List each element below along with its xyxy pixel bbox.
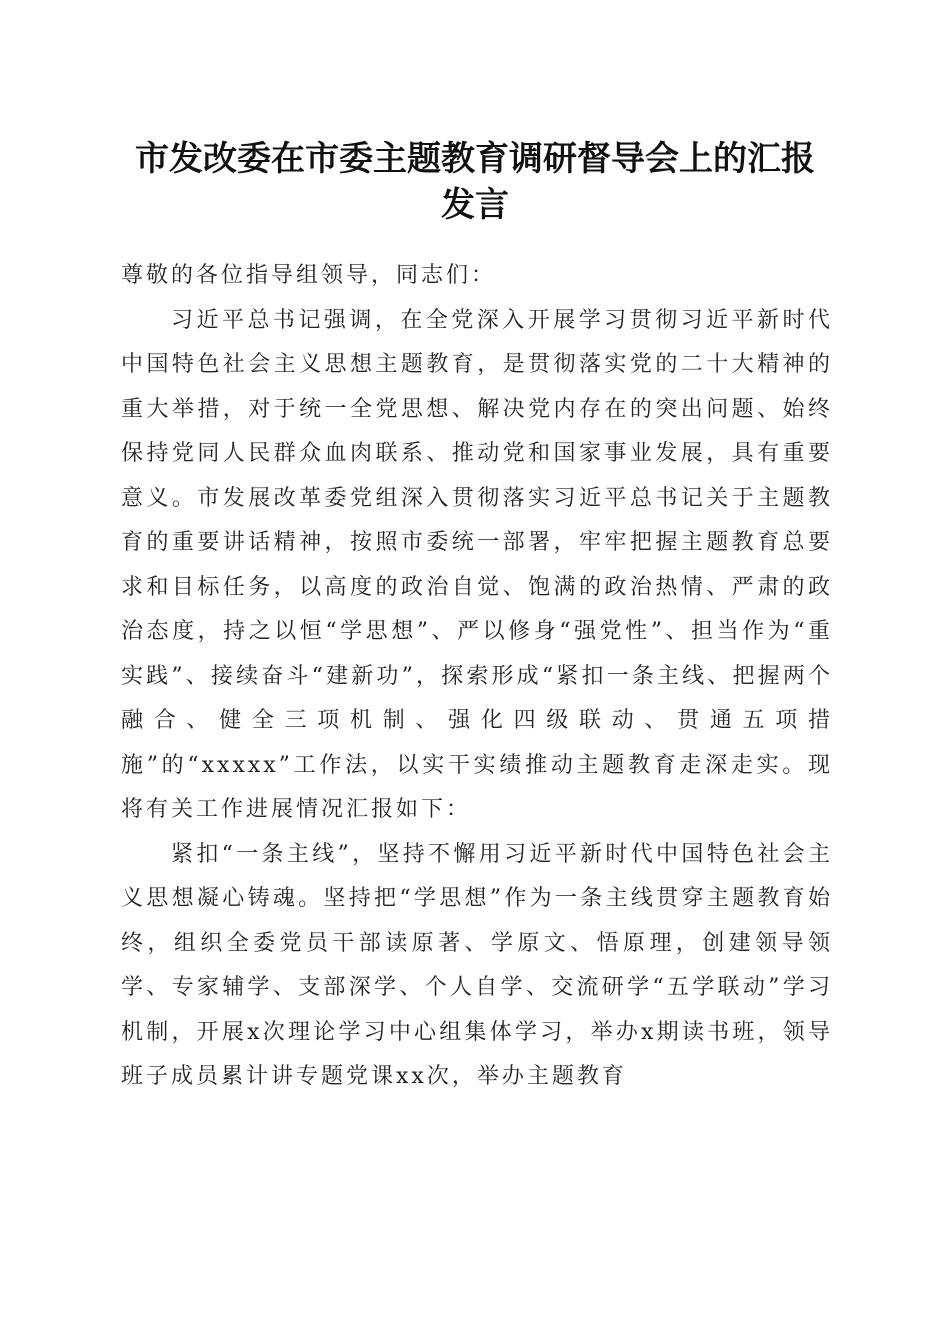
document-body (121, 254, 833, 1100)
document-title (100, 136, 850, 228)
title-line-1: 市发改委在市委主题教育调研督导会上的汇报 (135, 139, 815, 179)
paragraph-intro: 习近平总书记强调，在全党深入开展学习贯彻习近平新时代中国特色社会主义思想主题教育，是贯彻落实党的二十大精神的重大举措，对于统一全党思想、解决党内存在的突出问题、始终保持党同人民群众血肉联系、推动党和国家事业发展，具有重要意义。市发展改革委党组深入贯彻落实习近平总书记关于主题教育的重要讲话精神，按照市委统一部署，牢牢把握主题教育总要求和目标任务，以高度的政治自觉、饱满的政治热情、严肃的政治态度，持之以恒“学思想”、严以修身“强党性”、担当作为“重实践”、接续奋斗“建新功”，探索形成“紧扣一条主线、把握两个融合、健全三项机制、强化四级联动、贯通五项措施”的“xxxxx”工作法，以实干实绩推动主题教育走深走实。现将有关工作进展情况汇报如下： (121, 307, 833, 822)
paragraph-main-line: 紧扣“一条主线”，坚持不懈用习近平新时代中国特色社会主义思想凝心铸魂。坚持把“学思想”作为一条主线贯穿主题教育始终，组织全委党员干部读原著、学原文、悟原理，创建领导领学、专家辅学、支部深学、个人自学、交流研学“五学联动”学习机制，开展x次理论学习中心组集体学习，举办x期读书班，领导班子成员累计讲专题党课xx次，举办主题教育 (121, 841, 833, 1089)
title-line-2: 发言 (441, 185, 509, 225)
salutation: 尊敬的各位指导组领导，同志们： (121, 263, 497, 288)
